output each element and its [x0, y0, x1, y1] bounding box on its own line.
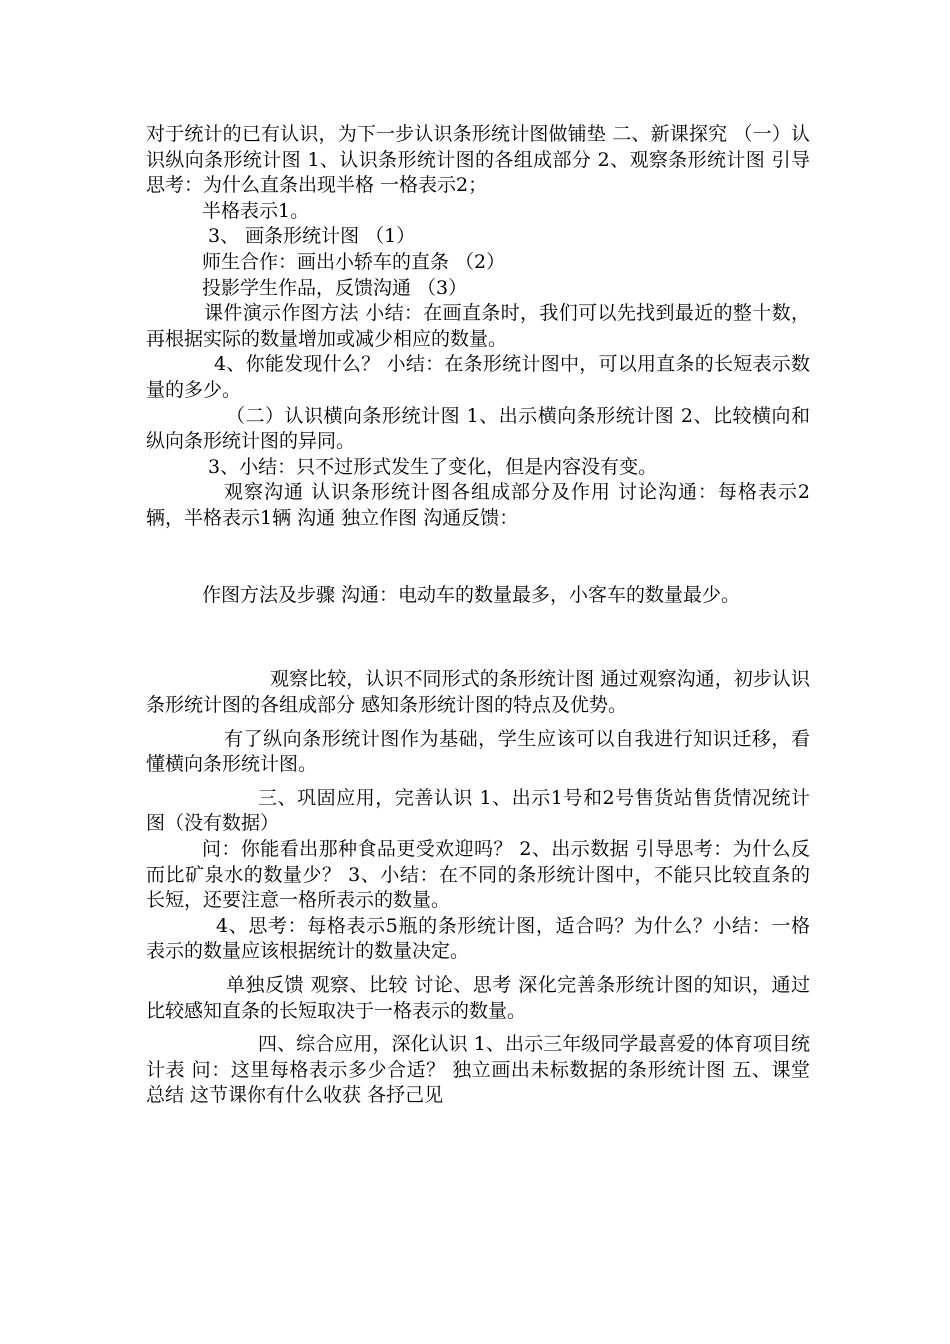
paragraph-feedback: 单独反馈 观察、比较 讨论、思考 深化完善条形统计图的知识，通过比较感知直条的长短取决于一格表示的数量。: [146, 974, 810, 1022]
paragraph-think-five: 4、思考：每格表示5瓶的条形统计图，适合吗？为什么？小结：一格表示的数量应该根据统计的数量决定。: [146, 914, 810, 963]
paragraph-what-found: 4、你能发现什么？ 小结：在条形统计图中，可以用直条的长短表示数量的多少。: [146, 353, 810, 401]
paragraph-half-cell: 半格表示1。: [202, 199, 310, 222]
paragraph-drawing-method: [146, 532, 810, 660]
drawing-method-text: 作图方法及步骤 沟通：电动车的数量最多，小客车的数量最少。: [202, 583, 741, 606]
paragraph-observe-compare: 观察比较，认识不同形式的条形统计图 通过观察沟通，初步认识条形统计图的各组成部分 感知条形统计图的特点及优势。: [146, 668, 810, 717]
paragraph-comprehensive: 四、综合应用，深化认识 1、出示三年级同学最喜爱的体育项目统计表 问：这里每格表示多少合适？ 独立画出未标数据的条形统计图 五、课堂总结 这节课你有什么收获 各抒己见: [146, 1033, 810, 1107]
paragraph-intro: 对于统计的已有认识，为下一步认识条形统计图做铺垫 二、新课探究 （一）认识纵向条形统计图 1、认识条形统计图的各组成部分 2、观察条形统计图 引导思考：为什么直条出现半格 一格表示2；: [146, 123, 810, 197]
paragraph-question-food: 问：你能看出那种食品更受欢迎吗？ 2、出示数据 引导思考：为什么反而比矿泉水的数量少？ 3、小结：在不同的条形统计图中，不能只比较直条的长短，还要注意一格所表示的数量。: [146, 838, 810, 912]
paragraph-form-summary: 3、小结：只不过形式发生了变化，但是内容没有变。: [208, 455, 658, 478]
paragraph-observe-communicate: 观察沟通 认识条形统计图各组成部分及作用 讨论沟通：每格表示2辆，半格表示1辆 沟通 独立作图 沟通反馈：: [146, 481, 810, 529]
paragraph-projection: 投影学生作品，反馈沟通 （3）: [202, 276, 468, 299]
paragraph-knowledge-transfer: 有了纵向条形统计图作为基础，学生应该可以自我进行知识迁移，看懂横向条形统计图。: [146, 727, 810, 776]
paragraph-courseware-summary: 课件演示作图方法 小结：在画直条时，我们可以先找到最近的整十数，再根据实际的数量增加或减少相应的数量。: [146, 302, 810, 350]
lesson-plan-text: [146, 122, 810, 1109]
paragraph-horizontal-chart: （二）认识横向条形统计图 1、出示横向条形统计图 2、比较横向和纵向条形统计图的异同。: [146, 404, 810, 453]
paragraph-teacher-student: 师生合作：画出小轿车的直条 （2）: [202, 250, 506, 273]
paragraph-draw-chart: 3、 画条形统计图 （1）: [208, 225, 416, 248]
paragraph-consolidate: 三、巩固应用，完善认识 1、出示1号和2号售货站售货情况统计图（没有数据）: [146, 786, 810, 835]
